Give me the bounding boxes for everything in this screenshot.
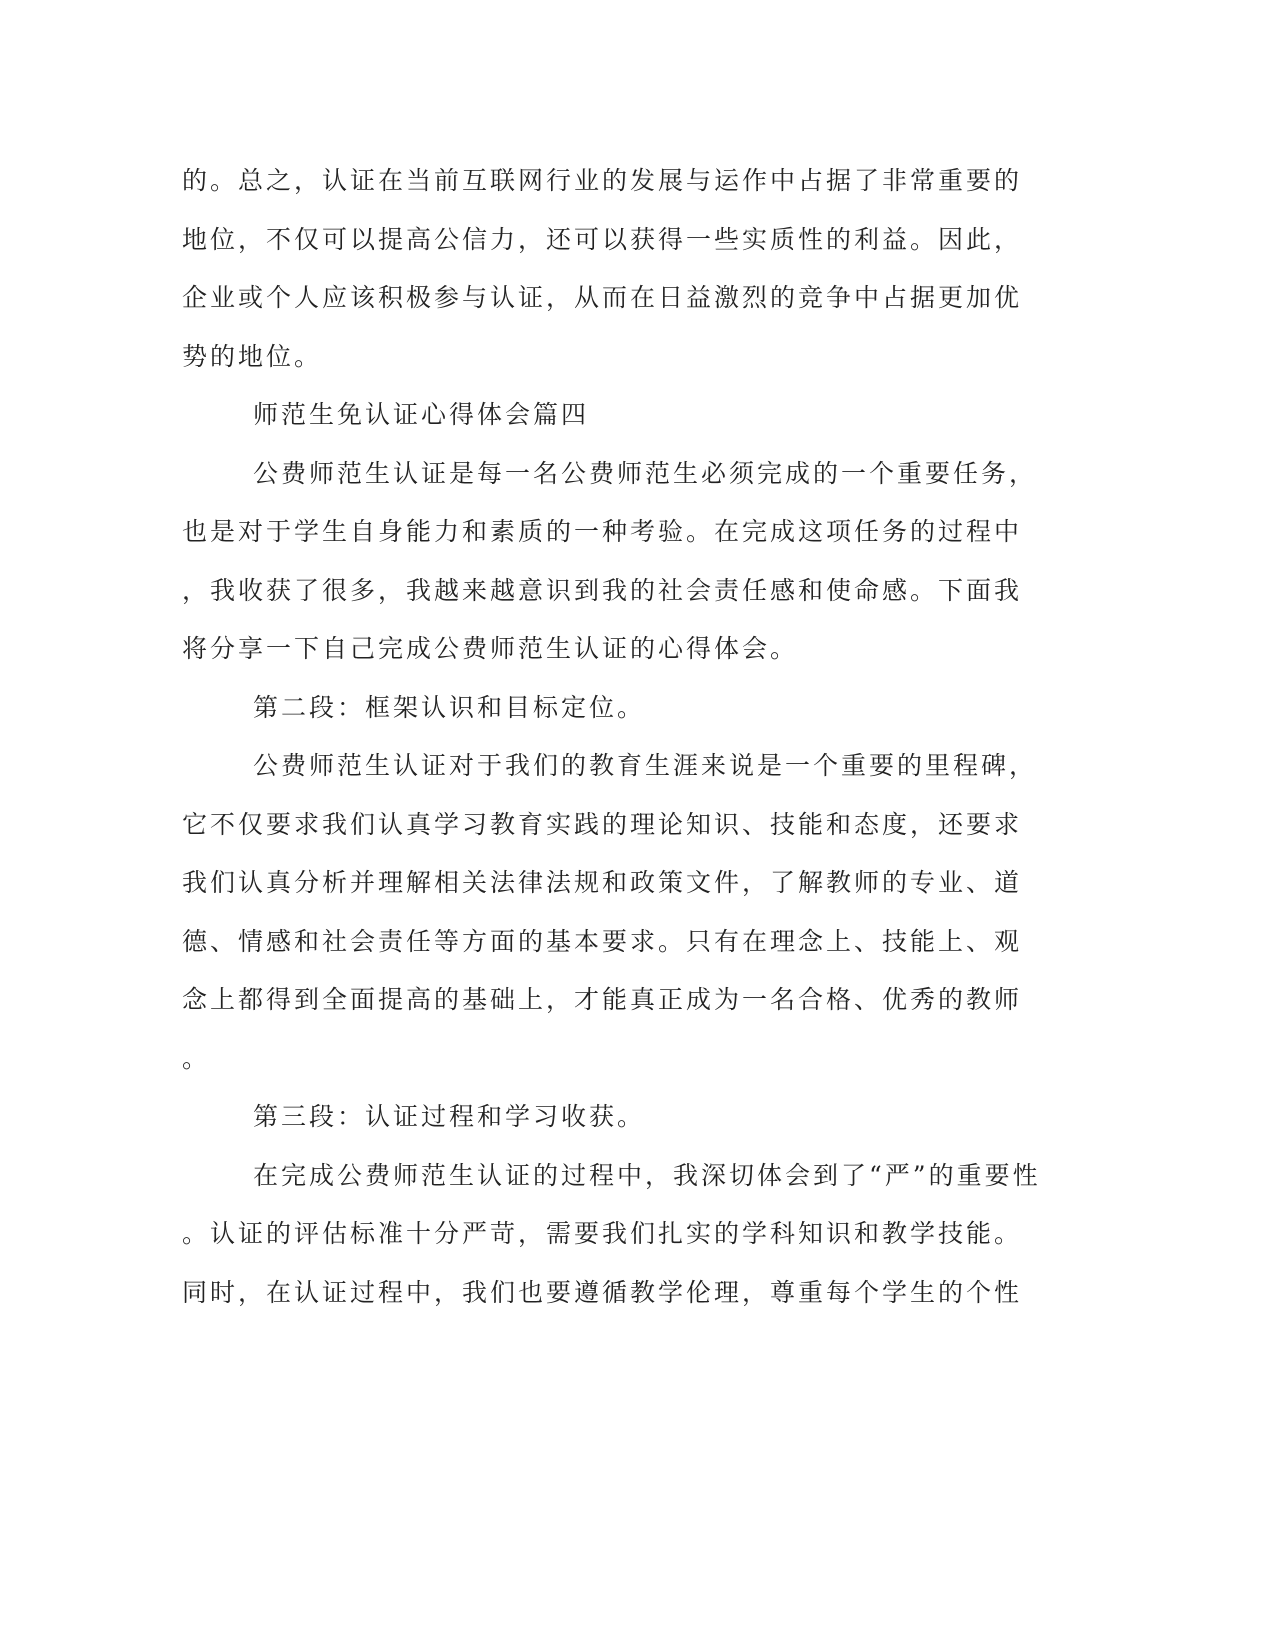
- text-line: 公费师范生认证对于我们的教育生涯来说是一个重要的里程碑，: [253, 751, 1038, 780]
- text-line: 它不仅要求我们认真学习教育实践的理论知识、技能和态度，还要求: [182, 810, 1023, 839]
- text-line: 。: [182, 1044, 211, 1073]
- text-line: ，我收获了很多，我越来越意识到我的社会责任感和使命感。下面我: [182, 576, 1023, 605]
- section-heading: 第三段：认证过程和学习收获。: [253, 1102, 646, 1131]
- text-line: 我们认真分析并理解相关法律法规和政策文件，了解教师的专业、道: [182, 868, 1023, 897]
- text-line: 的。总之，认证在当前互联网行业的发展与运作中占据了非常重要的: [182, 166, 1023, 195]
- text-line: 将分享一下自己完成公费师范生认证的心得体会。: [182, 634, 799, 663]
- text-line: 念上都得到全面提高的基础上，才能真正成为一名合格、优秀的教师: [182, 985, 1023, 1014]
- section-heading: 师范生免认证心得体会篇四: [253, 400, 590, 429]
- text-line: 在完成公费师范生认证的过程中，我深切体会到了“严”的重要性: [253, 1161, 1041, 1190]
- text-line: 同时，在认证过程中，我们也要遵循教学伦理，尊重每个学生的个性: [182, 1278, 1023, 1307]
- text-line: 地位，不仅可以提高公信力，还可以获得一些实质性的利益。因此，: [182, 225, 1023, 254]
- text-line: 德、情感和社会责任等方面的基本要求。只有在理念上、技能上、观: [182, 927, 1023, 956]
- text-line: 公费师范生认证是每一名公费师范生必须完成的一个重要任务，: [253, 459, 1038, 488]
- text-line: 企业或个人应该积极参与认证，从而在日益激烈的竞争中占据更加优: [182, 283, 1023, 312]
- text-line: 。认证的评估标准十分严苛，需要我们扎实的学科知识和教学技能。: [182, 1219, 1023, 1248]
- text-line: 也是对于学生自身能力和素质的一种考验。在完成这项任务的过程中: [182, 517, 1023, 546]
- text-line: 势的地位。: [182, 342, 323, 371]
- section-heading: 第二段：框架认识和目标定位。: [253, 693, 646, 722]
